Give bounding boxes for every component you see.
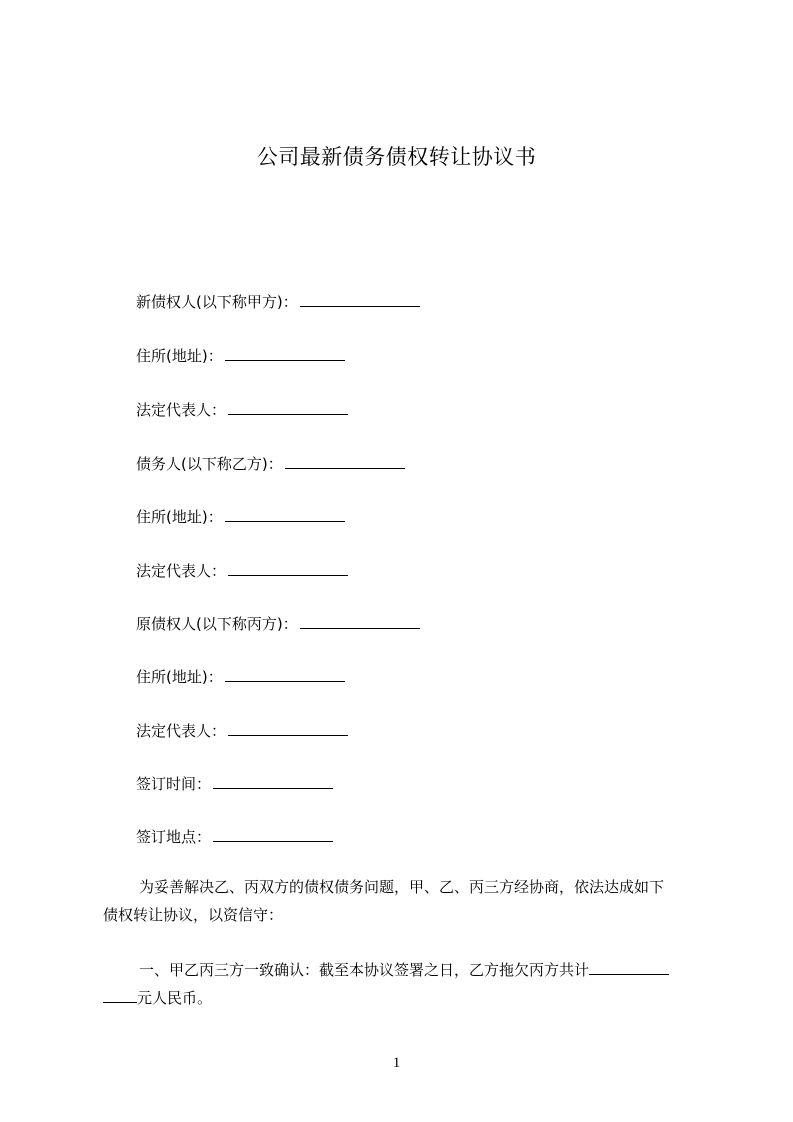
fill-in-blank <box>213 826 333 842</box>
fill-in-blank <box>225 506 345 522</box>
fill-in-blank <box>589 959 669 975</box>
fill-in-blank <box>225 666 345 682</box>
fill-in-blank <box>228 399 348 415</box>
document-title: 公司最新债务债权转让协议书 <box>256 145 537 169</box>
field-original-creditor <box>136 613 420 634</box>
field-label: 住所(地址)： <box>136 668 223 686</box>
clause-1-line-1: 一、甲乙丙三方一致确认：截至本协议签署之日，乙方拖欠丙方共计 <box>139 961 590 979</box>
field-label: 法定代表人： <box>136 722 227 740</box>
fill-in-blank <box>213 773 333 789</box>
field-label: 新债权人(以下称甲方)： <box>136 293 298 311</box>
field-label: 原债权人(以下称丙方)： <box>136 615 298 633</box>
field-label: 债务人(以下称乙方)： <box>136 455 283 473</box>
field-signing-place <box>136 826 333 847</box>
field-new-creditor <box>136 291 420 312</box>
fill-in-blank <box>103 987 137 1003</box>
field-label: 住所(地址)： <box>136 347 223 365</box>
field-address-c <box>136 666 345 687</box>
intro-line-1: 为妥善解决乙、丙双方的债权债务问题，甲、乙、丙三方经协商，依法达成如下 <box>139 878 665 896</box>
field-legal-rep-c <box>136 720 348 741</box>
field-address-a <box>136 345 345 366</box>
page-number: 1 <box>392 1055 401 1071</box>
intro-paragraph <box>103 873 703 929</box>
fill-in-blank <box>285 453 405 469</box>
fill-in-blank <box>228 720 348 736</box>
clause-1-line-2-wrap <box>103 984 703 1012</box>
field-label: 法定代表人： <box>136 562 227 580</box>
clause-1-paragraph <box>103 956 703 1012</box>
fill-in-blank <box>300 291 420 307</box>
field-address-b <box>136 506 345 527</box>
field-label: 住所(地址)： <box>136 508 223 526</box>
field-legal-rep-b <box>136 560 348 581</box>
fill-in-blank <box>228 560 348 576</box>
field-signing-time <box>136 773 333 794</box>
fill-in-blank <box>300 613 420 629</box>
clause-1-line-2: 元人民币。 <box>137 989 213 1007</box>
fill-in-blank <box>225 345 345 361</box>
field-label: 法定代表人： <box>136 401 227 419</box>
intro-line-2: 债权转让协议，以资信守： <box>103 906 284 924</box>
field-label: 签订地点： <box>136 828 212 846</box>
field-debtor <box>136 453 405 474</box>
field-legal-rep-a <box>136 399 348 420</box>
field-label: 签订时间： <box>136 775 212 793</box>
